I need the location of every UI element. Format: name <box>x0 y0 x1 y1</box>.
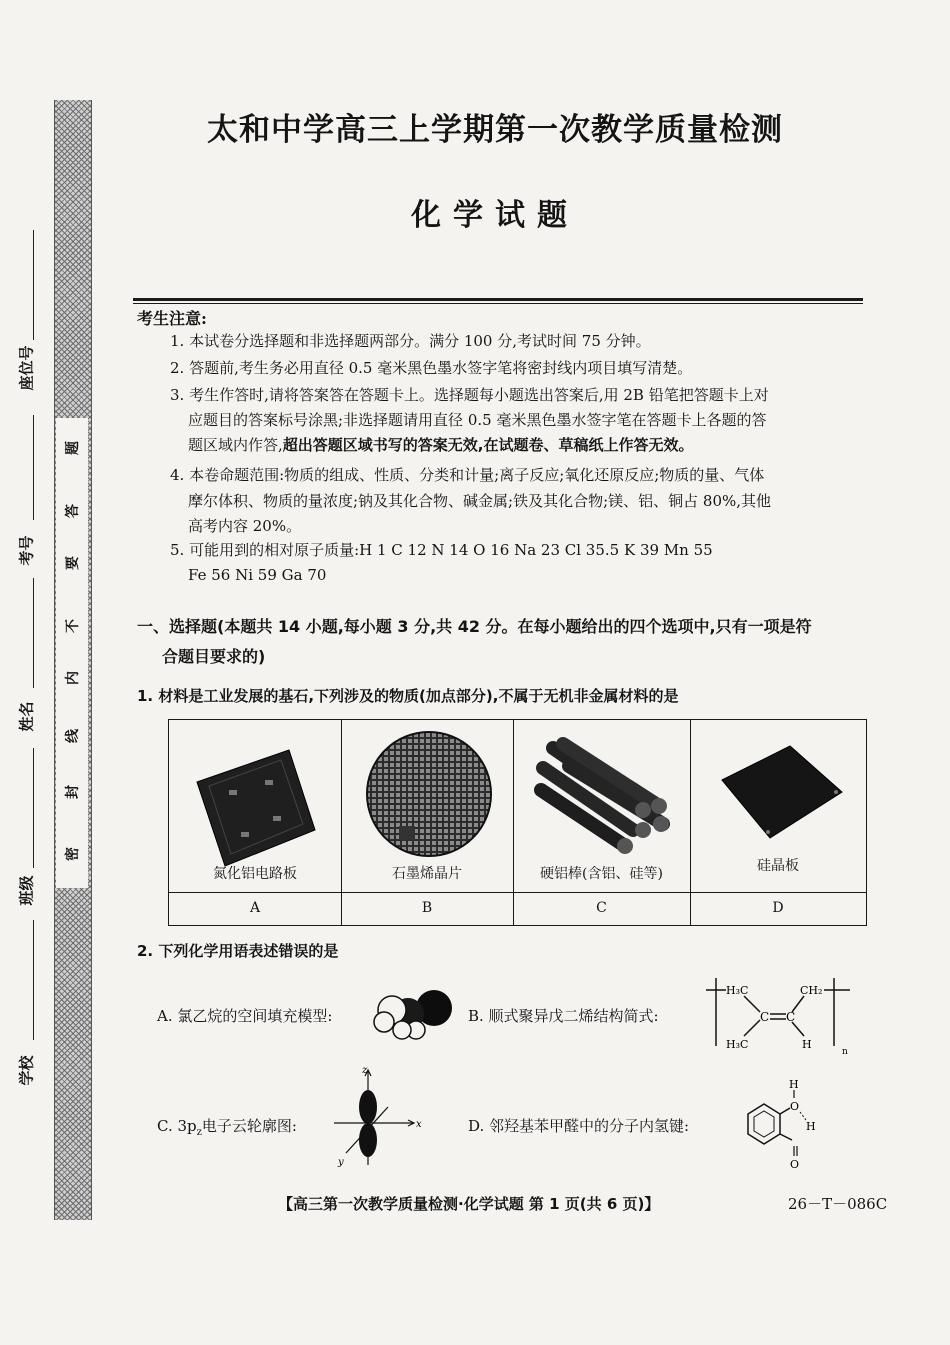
seal-char: 题 <box>65 441 81 455</box>
salicylaldehyde-hbond-structure <box>738 1076 818 1172</box>
paper-code: 26－T－086C <box>788 1195 888 1213</box>
struct-h3c-top: H₃C <box>726 984 749 997</box>
q2-option-c <box>157 1115 297 1138</box>
hard-aluminum-rods-image <box>513 720 690 870</box>
cis-polyisoprene-structure <box>700 968 860 1058</box>
notice-item-4-cont: 摩尔体积、物质的量浓度;钠及其化合物、碱金属;铁及其化合物;镁、铝、铜占 80%,其他 <box>188 492 772 510</box>
section-heading-line2: 合题目要求的) <box>162 647 266 666</box>
notice-item-4: 4. 本卷命题范围:物质的组成、性质、分类和计量;离子反应;氧化还原反应;物质的量、气体 <box>170 466 765 484</box>
notice-item-4-cont2: 高考内容 20%。 <box>188 517 302 535</box>
atom-h-top: H <box>789 1078 799 1091</box>
notice-item-1: 1. 本试卷分选择题和非选择题两部分。满分 100 分,考试时间 75 分钟。 <box>170 332 651 350</box>
notice-item-3: 3. 考生作答时,请将答案答在答题卡上。选择题每小题选出答案后,用 2B 铅笔把答题卡上对 <box>170 386 769 404</box>
q1-option-d <box>690 720 866 925</box>
exam-no-field-line <box>33 415 34 520</box>
struct-ch2: CH₂ <box>800 984 823 997</box>
seal-char: 内 <box>65 671 81 685</box>
notice-item-2: 2. 答题前,考生务必用直径 0.5 毫米黑色墨水签字笔将密封线内项目填写清楚。 <box>170 359 693 377</box>
exam-title: 太和中学高三上学期第一次教学质量检测 <box>207 112 783 148</box>
class-field-line <box>33 748 34 868</box>
notice-heading: 考生注意: <box>137 309 207 328</box>
atom-h-bond: H <box>806 1120 816 1133</box>
aluminum-nitride-board-image <box>169 720 341 870</box>
q2-option-a: A. 氯乙烷的空间填充模型: <box>157 1007 333 1025</box>
seat-field-line <box>33 230 34 340</box>
q2-option-c-sub: z <box>196 1127 202 1138</box>
name-label: 姓名 <box>17 701 36 732</box>
axis-z-label: z <box>362 1065 368 1076</box>
struct-h: H <box>802 1038 812 1051</box>
notice-item-5-cont: Fe 56 Ni 59 Ga 70 <box>188 566 327 584</box>
q1-option-a-letter: A <box>249 900 261 916</box>
q1-option-c-caption: 硬铝棒(含铝、硅等) <box>540 866 663 882</box>
q2-stem: 2. 下列化学用语表述错误的是 <box>137 942 339 960</box>
p-orbital-diagram <box>322 1065 432 1175</box>
q1-option-b-letter: B <box>421 900 433 916</box>
q2-option-c-prefix: C. 3p <box>157 1117 197 1135</box>
class-label: 班级 <box>17 875 36 906</box>
exam-subtitle: 化学试题 <box>411 198 579 233</box>
q1-option-b <box>341 720 514 925</box>
notice-emphasis: 超出答题区域书写的答案无效,在试题卷、草稿纸上作答无效。 <box>282 436 694 454</box>
q1-materials-table <box>168 719 867 926</box>
struct-h3c-bottom: H₃C <box>726 1038 749 1051</box>
struct-c2: C <box>786 1010 796 1024</box>
q1-option-c <box>513 720 691 925</box>
q1-option-a-caption: 氮化铝电路板 <box>213 866 297 882</box>
school-field-line <box>33 920 34 1040</box>
page-footer: 【高三第一次教学质量检测·化学试题 第 1 页(共 6 页)】 <box>278 1195 660 1213</box>
exam-no-label: 考号 <box>17 535 36 566</box>
struct-c1: C <box>760 1010 770 1024</box>
struct-n: n <box>842 1047 848 1057</box>
seal-char: 不 <box>65 619 81 633</box>
q1-option-c-letter: C <box>596 900 607 916</box>
seal-char: 线 <box>65 729 81 743</box>
q1-option-a <box>169 720 342 925</box>
school-label: 学校 <box>17 1055 36 1086</box>
q1-stem: 1. 材料是工业发展的基石,下列涉及的物质(加点部分),不属于无机非金属材料的是 <box>137 687 679 705</box>
section-heading <box>137 612 877 672</box>
seal-char: 封 <box>65 785 81 799</box>
notice-item-5: 5. 可能用到的相对原子质量:H 1 C 12 N 14 O 16 Na 23 Cl 35.5 K 39 Mn 55 <box>170 541 713 559</box>
seal-line-notice <box>56 418 88 888</box>
notice-item-3-cont2 <box>188 432 893 458</box>
chloroethane-space-filling-model <box>364 980 456 1040</box>
name-field-line <box>33 578 34 688</box>
notice-text: 题区域内作答, <box>188 436 283 454</box>
q1-option-d-letter: D <box>772 900 784 916</box>
seal-char: 密 <box>65 847 81 861</box>
notice-item-3-cont: 应题目的答案标号涂黑;非选择题请用直径 0.5 毫米黑色墨水签字笔在答题卡上各题的答 <box>188 411 767 429</box>
q1-option-d-caption: 硅晶板 <box>757 858 799 874</box>
silicon-wafer-board-image <box>690 720 866 870</box>
seat-label: 座位号 <box>17 345 36 391</box>
q2-option-d: D. 邻羟基苯甲醛中的分子内氢键: <box>468 1117 690 1135</box>
atom-o-carbonyl: O <box>790 1158 800 1171</box>
atom-o-hydroxyl: O <box>790 1100 800 1113</box>
seal-char: 答 <box>65 504 81 518</box>
q1-option-b-caption: 石墨烯晶片 <box>392 866 462 882</box>
section-heading-line1: 一、选择题(本题共 14 小题,每小题 3 分,共 42 分。在每小题给出的四个选项中,只有一项是符 <box>137 617 812 636</box>
header-rule <box>133 298 863 301</box>
graphene-wafer-image <box>341 720 513 870</box>
q2-option-c-tail: 电子云轮廓图: <box>201 1117 297 1135</box>
q2-option-b: B. 顺式聚异戊二烯结构简式: <box>468 1007 659 1025</box>
header-rule-thin <box>133 303 863 304</box>
axis-y-label: y <box>338 1157 344 1168</box>
axis-x-label: x <box>416 1119 422 1130</box>
seal-char: 要 <box>65 556 81 570</box>
